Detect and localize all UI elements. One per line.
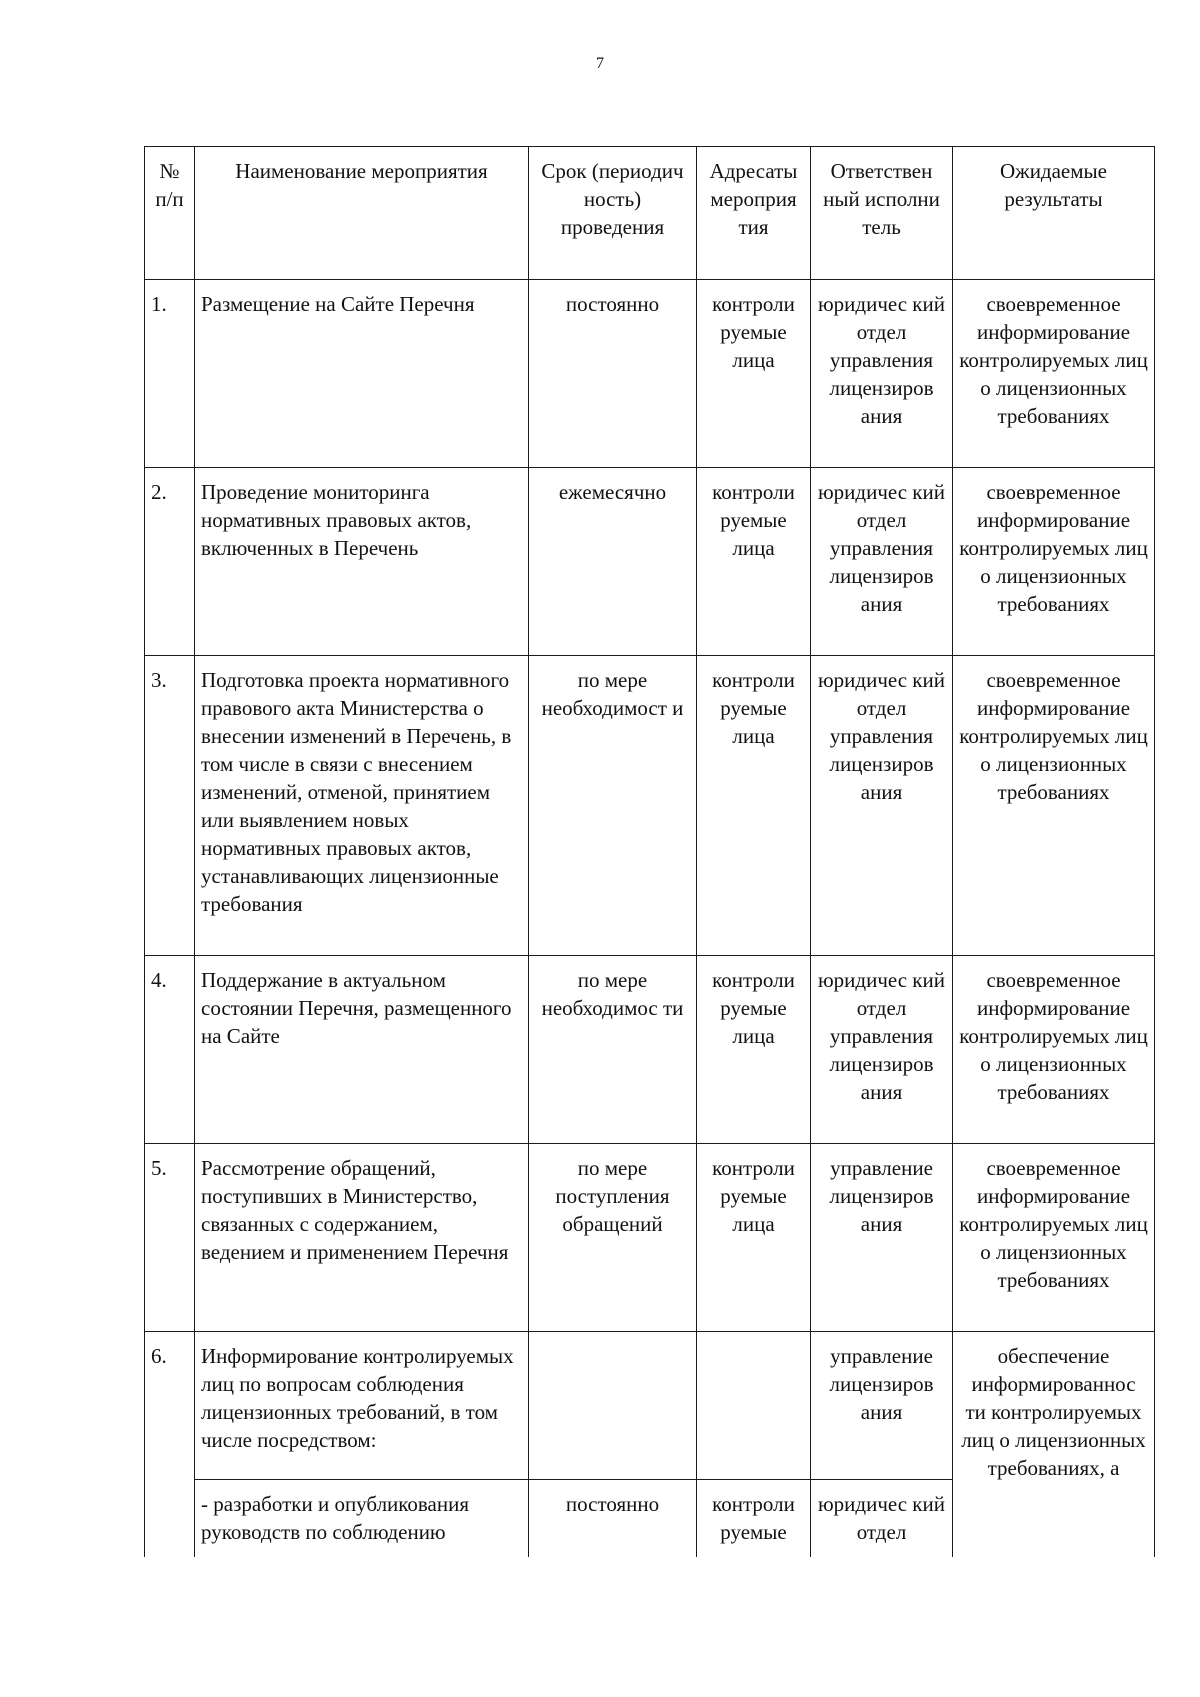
activity-result: своевременное информирование контролируемых лиц о лицензионных требованиях xyxy=(953,280,1155,468)
table-row xyxy=(145,1332,1155,1480)
row-number: 1. xyxy=(145,280,195,468)
header-responsible: Ответствен ный исполни тель xyxy=(811,147,953,280)
activity-addressees: контроли руемые лица xyxy=(697,468,811,656)
activity-name: Поддержание в актуальном состоянии Перечня, размещенного на Сайте xyxy=(195,956,529,1144)
activity-responsible: юридичес кий отдел управления лицензиров ания xyxy=(811,656,953,956)
row-number: 3. xyxy=(145,656,195,956)
subactivity-name: - разработки и опубликования руководств по соблюдению xyxy=(195,1480,529,1557)
table-row xyxy=(145,1144,1155,1332)
activity-responsible: юридичес кий отдел управления лицензиров ания xyxy=(811,280,953,468)
table-row xyxy=(145,468,1155,656)
header-activity-name: Наименование мероприятия xyxy=(195,147,529,280)
activity-term: по мере поступления обращений xyxy=(529,1144,697,1332)
activity-result: своевременное информирование контролируемых лиц о лицензионных требованиях xyxy=(953,956,1155,1144)
activities-table xyxy=(144,146,1155,1557)
activity-name: Проведение мониторинга нормативных правовых актов, включенных в Перечень xyxy=(195,468,529,656)
activity-addressees: контроли руемые лица xyxy=(697,956,811,1144)
activity-term: по мере необходимос ти xyxy=(529,956,697,1144)
header-expected-results: Ожидаемые результаты xyxy=(953,147,1155,280)
activity-term: постоянно xyxy=(529,280,697,468)
activity-result: обеспечение информированнос ти контролируемых лиц о лицензионных требованиях, а xyxy=(953,1332,1155,1557)
activity-result: своевременное информирование контролируемых лиц о лицензионных требованиях xyxy=(953,656,1155,956)
table-header-row xyxy=(145,147,1155,280)
row-number: 4. xyxy=(145,956,195,1144)
activity-addressees: контроли руемые лица xyxy=(697,280,811,468)
subactivity-addressees: контроли руемые xyxy=(697,1480,811,1557)
activity-name: Размещение на Сайте Перечня xyxy=(195,280,529,468)
activity-responsible: юридичес кий отдел управления лицензиров ания xyxy=(811,956,953,1144)
header-number: № п/п xyxy=(145,147,195,280)
activity-addressees: контроли руемые лица xyxy=(697,656,811,956)
activity-responsible: управление лицензиров ания xyxy=(811,1332,953,1480)
table-row xyxy=(145,656,1155,956)
row-number: 6. xyxy=(145,1332,195,1557)
activity-term: ежемесячно xyxy=(529,468,697,656)
activity-term xyxy=(529,1332,697,1480)
activity-name: Информирование контролируемых лиц по вопросам соблюдения лицензионных требований, в том числе посредством: xyxy=(195,1332,529,1480)
activity-addressees xyxy=(697,1332,811,1480)
header-addressees: Адресаты мероприя тия xyxy=(697,147,811,280)
subactivity-responsible: юридичес кий отдел xyxy=(811,1480,953,1557)
activity-result: своевременное информирование контролируемых лиц о лицензионных требованиях xyxy=(953,468,1155,656)
row-number: 5. xyxy=(145,1144,195,1332)
row-number: 2. xyxy=(145,468,195,656)
activity-term: по мере необходимост и xyxy=(529,656,697,956)
activity-addressees: контроли руемые лица xyxy=(697,1144,811,1332)
activity-name: Подготовка проекта нормативного правового акта Министерства о внесении изменений в Перечень, в том числе в связи с внесением изменений, отменой, принятием или выявлением новых нормативных правовых актов, устанавливающих лицензионные требования xyxy=(195,656,529,956)
activity-responsible: управление лицензиров ания xyxy=(811,1144,953,1332)
page-number: 7 xyxy=(596,55,604,72)
subactivity-term: постоянно xyxy=(529,1480,697,1557)
table-row xyxy=(145,956,1155,1144)
header-term: Срок (периодич ность) проведения xyxy=(529,147,697,280)
activity-responsible: юридичес кий отдел управления лицензиров ания xyxy=(811,468,953,656)
table-row xyxy=(145,280,1155,468)
activity-name: Рассмотрение обращений, поступивших в Министерство, связанных с содержанием, ведением и применением Перечня xyxy=(195,1144,529,1332)
activity-result: своевременное информирование контролируемых лиц о лицензионных требованиях xyxy=(953,1144,1155,1332)
